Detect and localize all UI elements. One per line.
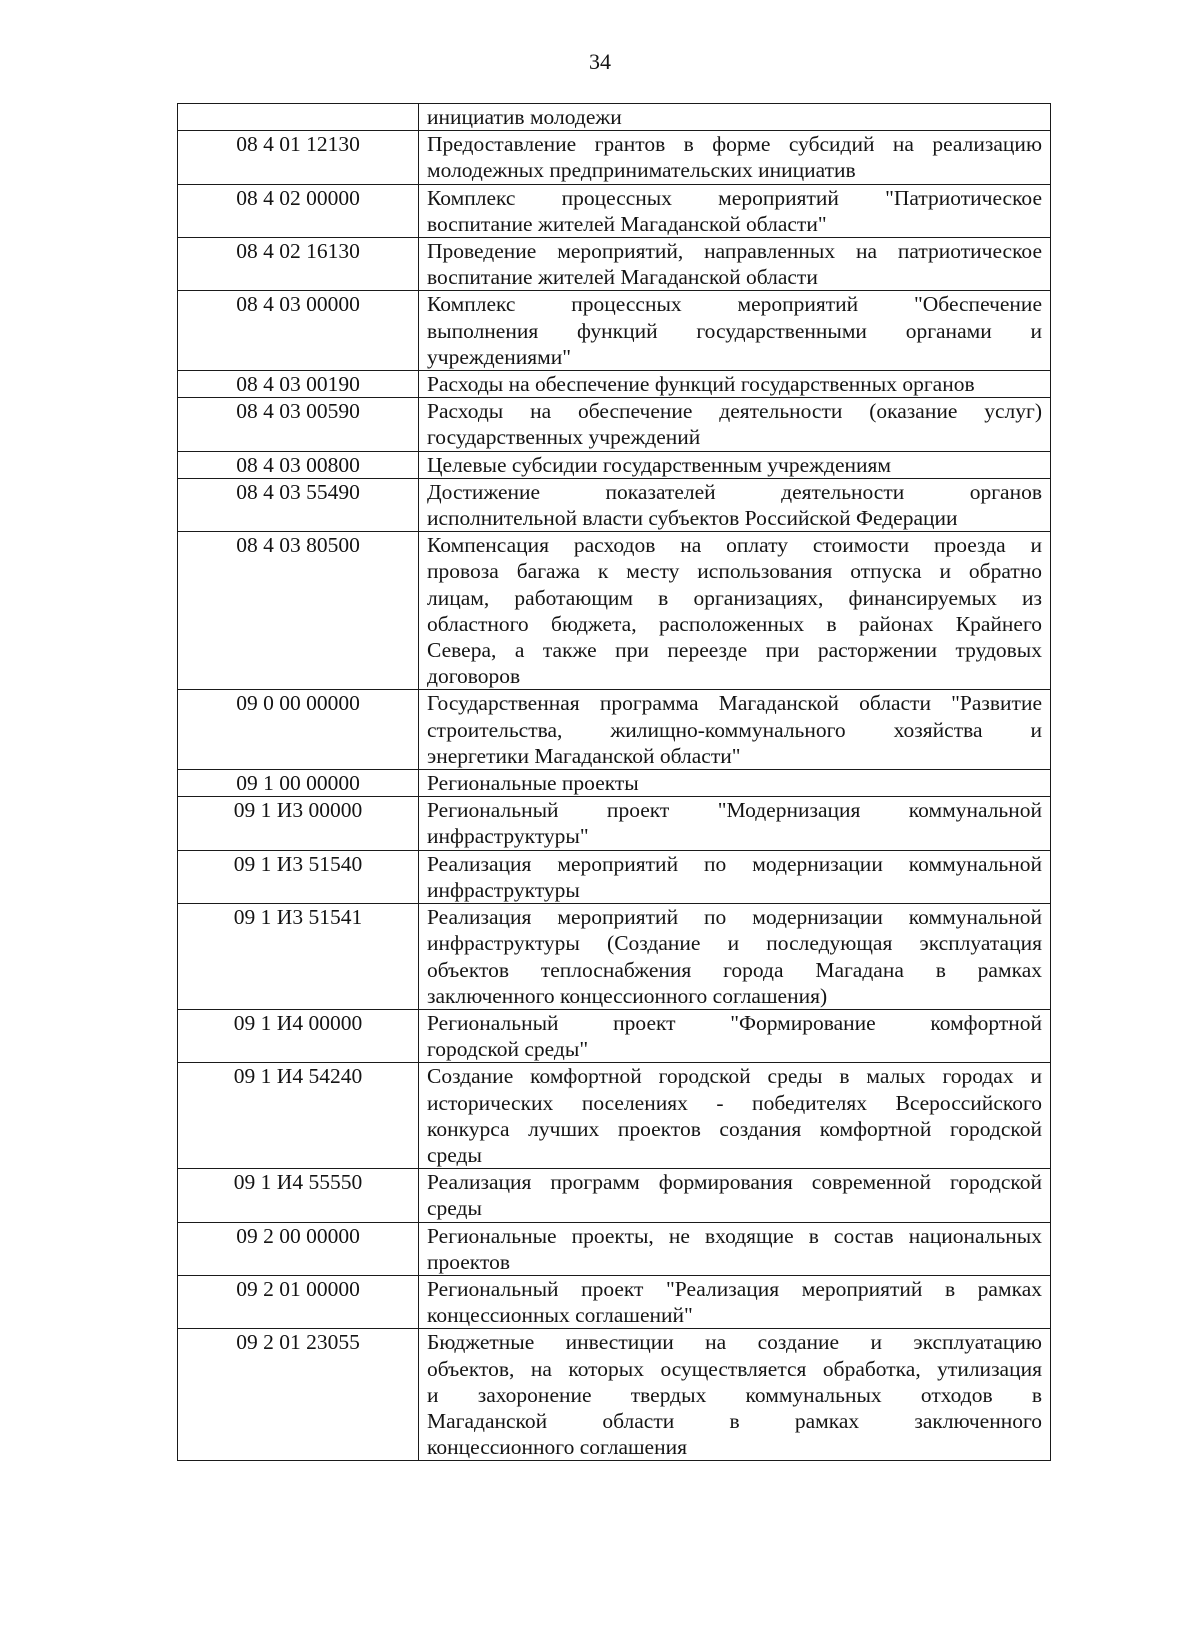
- description-line: Магаданской области в рамках заключенного: [427, 1408, 1042, 1433]
- code-cell: 09 1 И3 00000: [178, 797, 419, 850]
- description-line: выполнения функций государственными органами и: [427, 318, 1042, 343]
- description-line: провоза багажа к месту использования отпуска и обратно: [427, 559, 1042, 584]
- description-line: объектов, на которых осуществляется обработка, утилизация: [427, 1356, 1042, 1381]
- budget-classification-table: [177, 103, 1051, 1461]
- description-line: Расходы на обеспечение функций государственных органов: [427, 372, 975, 397]
- description-cell: [419, 797, 1051, 850]
- code-cell: 09 0 00 00000: [178, 690, 419, 770]
- description-line: концессионного соглашения: [427, 1435, 687, 1460]
- description-cell: [419, 238, 1051, 291]
- description-cell: [419, 690, 1051, 770]
- code-cell: 09 2 01 23055: [178, 1329, 419, 1461]
- description-line: Региональные проекты, не входящие в состав национальных: [427, 1223, 1042, 1248]
- description-line: Региональные проекты: [427, 771, 639, 796]
- description-cell: [419, 1329, 1051, 1461]
- table-row: [178, 104, 1051, 131]
- description-line: среды: [427, 1142, 482, 1167]
- description-cell: [419, 770, 1051, 797]
- code-cell: 08 4 03 55490: [178, 478, 419, 531]
- description-line: среды: [427, 1196, 482, 1221]
- description-line: инфраструктуры (Создание и последующая эксплуатация: [427, 931, 1042, 956]
- description-line: городской среды": [427, 1037, 589, 1062]
- table-row: [178, 184, 1051, 237]
- description-line: государственных учреждений: [427, 425, 701, 450]
- code-cell: 08 4 02 00000: [178, 184, 419, 237]
- description-line: воспитание жителей Магаданской области: [427, 265, 818, 290]
- description-line: воспитание жителей Магаданской области": [427, 211, 827, 236]
- description-cell: [419, 1222, 1051, 1275]
- table-row: [178, 690, 1051, 770]
- description-line: инфраструктуры: [427, 877, 580, 902]
- description-line: Реализация программ формирования современной городской: [427, 1170, 1042, 1195]
- description-cell: [419, 371, 1051, 398]
- description-line: Реализация мероприятий по модернизации коммунальной: [427, 905, 1042, 930]
- code-cell: 09 1 00 00000: [178, 770, 419, 797]
- description-line: Региональный проект "Реализация мероприятий в рамках: [427, 1276, 1042, 1301]
- description-cell: [419, 1169, 1051, 1222]
- description-line: Региональный проект "Модернизация коммунальной: [427, 798, 1042, 823]
- description-line: инициатив молодежи: [427, 105, 622, 129]
- description-cell: [419, 1275, 1051, 1328]
- description-line: молодежных предпринимательских инициатив: [427, 158, 856, 183]
- description-cell: [419, 184, 1051, 237]
- table-row: [178, 1063, 1051, 1169]
- code-cell: 09 1 И4 54240: [178, 1063, 419, 1169]
- table-body: [178, 104, 1051, 1461]
- description-line: объектов теплоснабжения города Магадана в рамках: [427, 957, 1042, 982]
- code-cell: 09 1 И3 51541: [178, 904, 419, 1010]
- description-line: конкурса лучших проектов создания комфортной городской: [427, 1116, 1042, 1141]
- description-cell: [419, 1063, 1051, 1169]
- description-cell: [419, 104, 1051, 131]
- table-row: [178, 238, 1051, 291]
- code-cell: 09 2 00 00000: [178, 1222, 419, 1275]
- description-line: исполнительной власти субъектов Российской Федерации: [427, 506, 958, 531]
- description-cell: [419, 398, 1051, 451]
- table-row: [178, 131, 1051, 184]
- description-line: строительства, жилищно-коммунального хозяйства и: [427, 717, 1042, 742]
- table-row: [178, 1275, 1051, 1328]
- description-line: проектов: [427, 1249, 510, 1274]
- code-cell: 09 1 И4 55550: [178, 1169, 419, 1222]
- description-line: Реализация мероприятий по модернизации коммунальной: [427, 851, 1042, 876]
- code-cell: 08 4 01 12130: [178, 131, 419, 184]
- code-cell: 08 4 03 80500: [178, 532, 419, 690]
- description-line: Бюджетные инвестиции на создание и эксплуатацию: [427, 1330, 1042, 1355]
- description-line: концессионных соглашений": [427, 1303, 693, 1328]
- table-row: [178, 850, 1051, 903]
- description-cell: [419, 451, 1051, 478]
- code-cell: 08 4 02 16130: [178, 238, 419, 291]
- code-cell: 08 4 03 00190: [178, 371, 419, 398]
- table-row: [178, 770, 1051, 797]
- description-cell: [419, 850, 1051, 903]
- description-cell: [419, 478, 1051, 531]
- description-cell: [419, 131, 1051, 184]
- code-cell: 09 1 И4 00000: [178, 1009, 419, 1062]
- code-cell: 09 2 01 00000: [178, 1275, 419, 1328]
- description-line: Достижение показателей деятельности органов: [427, 479, 1042, 504]
- table-row: [178, 478, 1051, 531]
- description-line: Комплекс процессных мероприятий "Патриотическое: [427, 185, 1042, 210]
- table-row: [178, 1222, 1051, 1275]
- table-row: [178, 371, 1051, 398]
- description-line: исторических поселениях - победителях Всероссийского: [427, 1090, 1042, 1115]
- table-row: [178, 398, 1051, 451]
- code-cell: 08 4 03 00590: [178, 398, 419, 451]
- code-cell: [178, 104, 419, 131]
- description-line: Целевые субсидии государственным учреждениям: [427, 452, 891, 477]
- description-line: Комплекс процессных мероприятий "Обеспечение: [427, 292, 1042, 317]
- table-row: [178, 797, 1051, 850]
- table-row: [178, 1009, 1051, 1062]
- code-cell: 09 1 И3 51540: [178, 850, 419, 903]
- page-number: 34: [589, 49, 611, 74]
- description-line: областного бюджета, расположенных в районах Крайнего: [427, 611, 1042, 636]
- table-row: [178, 1169, 1051, 1222]
- description-line: Создание комфортной городской среды в малых городах и: [427, 1064, 1042, 1089]
- description-line: лицам, работающим в организациях, финансируемых из: [427, 585, 1042, 610]
- description-cell: [419, 291, 1051, 371]
- table-row: [178, 451, 1051, 478]
- table-row: [178, 1329, 1051, 1461]
- description-line: Проведение мероприятий, направленных на патриотическое: [427, 239, 1042, 264]
- table-row: [178, 532, 1051, 690]
- description-line: Расходы на обеспечение деятельности (оказание услуг): [427, 399, 1042, 424]
- description-line: и захоронение твердых коммунальных отходов в: [427, 1382, 1042, 1407]
- description-line: заключенного концессионного соглашения): [427, 983, 828, 1008]
- description-line: инфраструктуры": [427, 824, 589, 849]
- description-cell: [419, 1009, 1051, 1062]
- description-line: договоров: [427, 664, 521, 689]
- code-cell: 08 4 03 00000: [178, 291, 419, 371]
- description-line: Компенсация расходов на оплату стоимости проезда и: [427, 533, 1042, 558]
- description-line: Предоставление грантов в форме субсидий на реализацию: [427, 132, 1042, 157]
- description-line: учреждениями": [427, 344, 571, 369]
- description-line: энергетики Магаданской области": [427, 743, 741, 768]
- description-line: Государственная программа Магаданской области "Развитие: [427, 691, 1042, 716]
- code-cell: 08 4 03 00800: [178, 451, 419, 478]
- table-row: [178, 291, 1051, 371]
- description-cell: [419, 532, 1051, 690]
- table-row: [178, 904, 1051, 1010]
- description-line: Региональный проект "Формирование комфортной: [427, 1010, 1042, 1035]
- description-cell: [419, 904, 1051, 1010]
- description-line: Севера, а также при переезде при расторжении трудовых: [427, 638, 1042, 663]
